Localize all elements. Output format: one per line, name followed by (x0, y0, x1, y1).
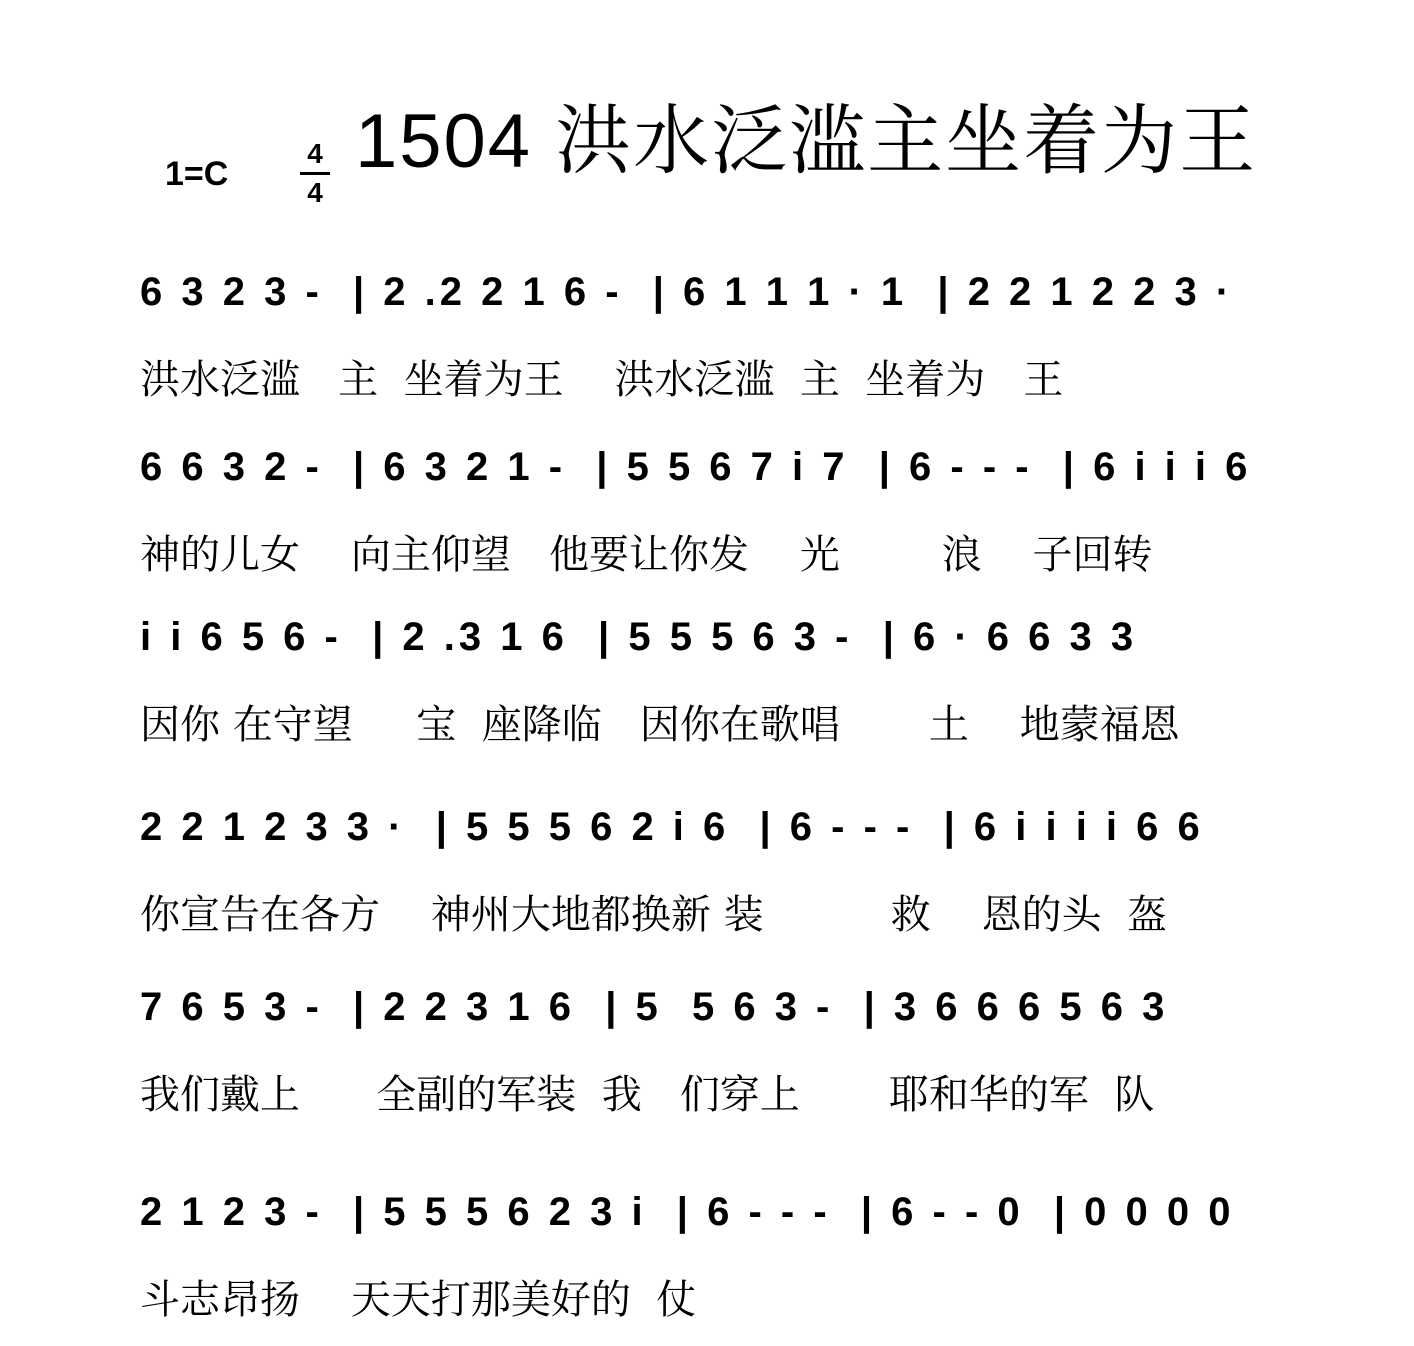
key-signature: 1=C (165, 155, 229, 193)
song-title: 1504 洪水泛滥主坐着为王 (355, 99, 1258, 184)
meter-top: 4 (307, 138, 323, 169)
meter-bottom: 4 (307, 177, 323, 208)
notes-line: 2 2 1 2 3 3 · | 5 5 5 6 2 i 6 | 6 - - - | 6 i i i i 6 6 (140, 805, 1204, 849)
notes-line: 7 6 5 3 - | 2 2 3 1 6 | 5 5 6 3 - | 3 6 6 6 5 6 3 (140, 985, 1169, 1029)
lyrics-line: 你宣告在各方 神州大地都换新 装 救 恩的头 盔 (140, 892, 1168, 938)
lyrics-line: 我们戴上 全副的军装 我 们穿上 耶和华的军 队 (140, 1072, 1155, 1118)
notes-line: 6 6 3 2 - | 6 3 2 1 - | 5 5 6 7 i 7 | 6 - - - | 6 i i i 6 (140, 445, 1252, 489)
notes-line: 2 1 2 3 - | 5 5 5 6 2 3 i | 6 - - - | 6 - - 0 | 0 0 0 0 (140, 1190, 1235, 1234)
lyrics-line: 神的儿女 向主仰望 他要让你发 光 浪 子回转 (140, 532, 1153, 578)
lyrics-line: 洪水泛滥 主 坐着为王 洪水泛滥 主 坐着为 王 (140, 357, 1064, 403)
meter-fraction-bar (300, 172, 330, 175)
lyrics-line: 因你 在守望 宝 座降临 因你在歌唱 土 地蒙福恩 (140, 702, 1180, 748)
time-signature (300, 140, 330, 207)
notes-line: i i 6 5 6 - | 2 .3 1 6 | 5 5 5 6 3 - | 6 · 6 6 3 3 (140, 615, 1138, 659)
lyrics-line: 斗志昂扬 天天打那美好的 仗 (140, 1277, 697, 1323)
notes-line: 6 3 2 3 - | 2 .2 2 1 6 - | 6 1 1 1 · 1 | 2 2 1 2 2 3 · (140, 270, 1234, 314)
